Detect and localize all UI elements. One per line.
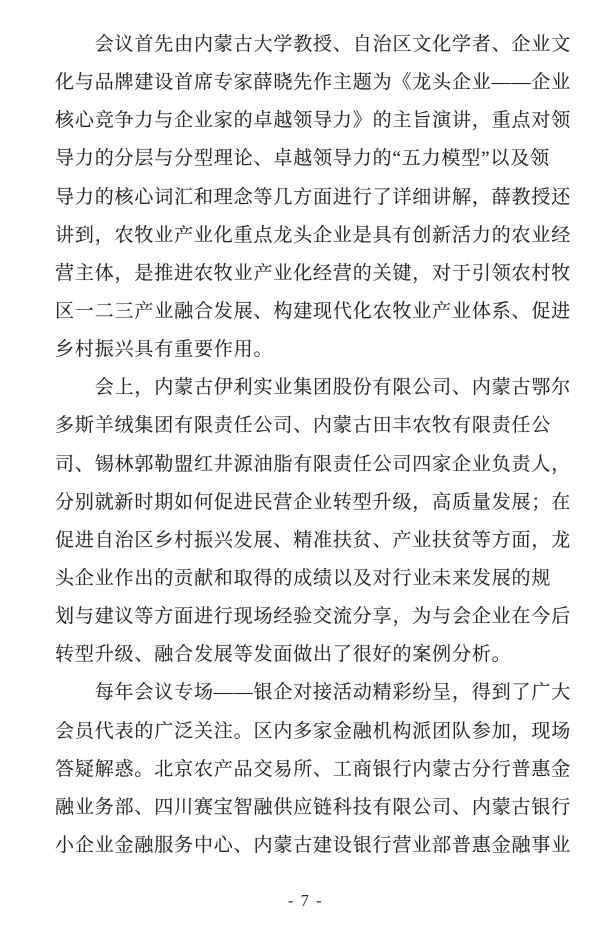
text-line: 答疑解惑。北京农产品交易所、工商银行内蒙古分行普惠金 [55,758,572,780]
text-line: 小企业金融服务中心、内蒙古建设银行营业部普惠金融事业 [55,834,572,856]
page-number: - 7 - [288,891,323,910]
text-line: 讲到，农牧业产业化重点龙头企业是具有创新活力的农业经 [55,224,572,246]
text-block [55,26,571,865]
text-line: 多斯羊绒集团有限责任公司、内蒙古田丰农牧有限责任公 [55,415,552,437]
text-line: 每年会议专场——银企对接活动精彩纷呈，得到了广大 [94,682,572,704]
text-line: 营主体，是推进农牧业产业化经营的关键，对于引领农村牧 [55,262,572,284]
text-line: 促进自治区乡村振兴发展、精准扶贫、产业扶贫等方面，龙 [55,529,572,551]
text-line: 核心竞争力与企业家的卓越领导力》的主旨演讲，重点对领 [55,110,572,132]
text-line: 融业务部、四川赛宝智融供应链科技有限公司、内蒙古银行 [55,796,572,818]
text-line: 区一二三产业融合发展、构建现代化农牧业产业体系、促进 [55,300,572,322]
text-line: 导力的核心词汇和理念等几方面进行了详细讲解，薛教授还 [55,186,572,208]
text-line: 乡村振兴具有重要作用。 [55,339,274,361]
paragraph [55,674,571,865]
page-footer [0,890,611,912]
text-line: 会员代表的广泛关注。区内多家金融机构派团队参加，现场 [55,720,572,742]
text-line: 会上，内蒙古伊利实业集团股份有限公司、内蒙古鄂尔 [94,377,572,399]
text-line: 化与品牌建设首席专家薛晓先作主题为《龙头企业——企业 [55,72,572,94]
paragraph [55,369,571,674]
text-line: 分别就新时期如何促进民营企业转型升级，高质量发展；在 [55,491,572,513]
text-line: 导力的分层与分型理论、卓越领导力的“五力模型”以及领 [55,148,550,170]
text-line: 会议首先由内蒙古大学教授、自治区文化学者、企业文 [94,34,572,55]
paragraph [55,26,571,369]
text-line: 司、锡林郭勒盟红井源油脂有限责任公司四家企业负责人， [55,453,572,475]
text-line: 转型升级、融合发展等发面做出了很好的案例分析。 [55,644,512,666]
text-line: 划与建议等方面进行现场经验交流分享，为与会企业在今后 [55,606,572,628]
text-line: 头企业作出的贡献和取得的成绩以及对行业未来发展的规 [55,567,552,589]
